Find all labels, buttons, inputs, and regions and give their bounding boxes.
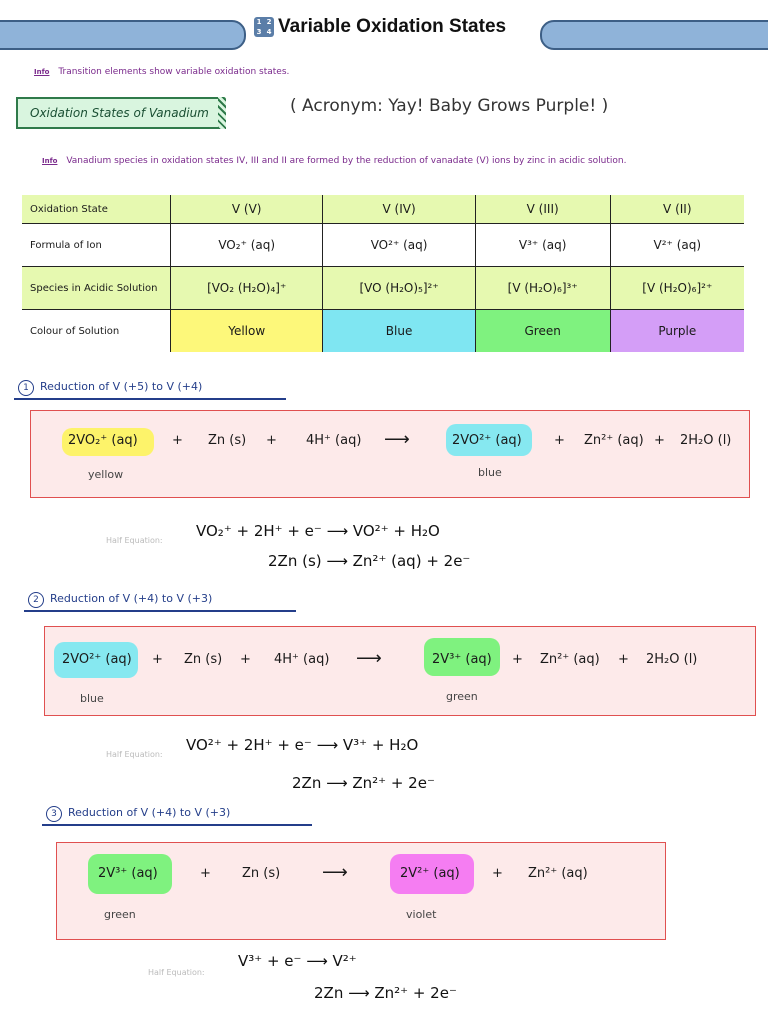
section-label: Oxidation States of Vanadium [16, 97, 226, 129]
plus-sign: + [240, 652, 251, 667]
table-cell: Oxidation State [22, 195, 171, 224]
intro-tag: Info [34, 68, 50, 76]
half-equation: 2Zn (s) ⟶ Zn²⁺ (aq) + 2e⁻ [268, 552, 471, 570]
table-cell: VO²⁺ (aq) [323, 224, 475, 267]
heading-underline [24, 610, 296, 612]
table-cell: V³⁺ (aq) [475, 224, 610, 267]
heading-text: Reduction of V (+4) to V (+3) [68, 806, 231, 819]
reaction-heading-3 [46, 806, 230, 822]
numbers-icon: 1 2 3 4 [254, 17, 274, 37]
table-cell: V (III) [475, 195, 610, 224]
reactant: Zn (s) [242, 866, 281, 881]
half-equation: 2Zn ⟶ Zn²⁺ + 2e⁻ [292, 774, 435, 792]
table-cell: VO₂⁺ (aq) [171, 224, 323, 267]
note2-tag: Info [42, 157, 58, 165]
oxidation-table [22, 195, 744, 352]
header-bar-left [0, 20, 246, 50]
product: Zn²⁺ (aq) [584, 433, 644, 448]
half-equation: V³⁺ + e⁻ ⟶ V²⁺ [238, 952, 357, 970]
colour-cell-purple: Purple [610, 310, 744, 353]
step-number: 2 [28, 592, 44, 608]
plus-sign: + [266, 433, 277, 448]
product: 2VO²⁺ (aq) [452, 433, 522, 448]
half-equation: VO²⁺ + 2H⁺ + e⁻ ⟶ V³⁺ + H₂O [186, 736, 419, 754]
plus-sign: + [492, 866, 503, 881]
acronym: ( Acronym: Yay! Baby Grows Purple! ) [290, 96, 609, 116]
intro-note [34, 67, 289, 77]
product: 2H₂O (l) [680, 433, 732, 448]
table-cell: [V (H₂O)₆]³⁺ [475, 267, 610, 310]
half-equation-label: Half Equation: [148, 968, 205, 977]
reaction-arrow: ⟶ [322, 862, 348, 883]
reduction-note [42, 150, 752, 172]
heading-text: Reduction of V (+5) to V (+4) [40, 380, 203, 393]
reactant: Zn (s) [208, 433, 247, 448]
plus-sign: + [512, 652, 523, 667]
table-row [22, 310, 744, 353]
product: 2V³⁺ (aq) [432, 652, 492, 667]
table-cell: V (II) [610, 195, 744, 224]
table-cell: [VO (H₂O)₅]²⁺ [323, 267, 475, 310]
plus-sign: + [200, 866, 211, 881]
reaction-heading-2 [28, 592, 212, 608]
product: Zn²⁺ (aq) [528, 866, 588, 881]
reaction-arrow: ⟶ [356, 648, 382, 669]
equation-box-2 [44, 626, 756, 716]
colour-label: green [104, 908, 136, 921]
table-cell: Species in Acidic Solution [22, 267, 171, 310]
half-equation: 2Zn ⟶ Zn²⁺ + 2e⁻ [314, 984, 457, 1002]
reactant: 4H⁺ (aq) [306, 433, 362, 448]
half-equation-label: Half Equation: [106, 536, 163, 545]
product: 2V²⁺ (aq) [400, 866, 460, 881]
table-cell: V (IV) [323, 195, 475, 224]
product: 2H₂O (l) [646, 652, 698, 667]
colour-label: green [446, 690, 478, 703]
colour-cell-yellow: Yellow [171, 310, 323, 353]
reaction-arrow: ⟶ [384, 429, 410, 450]
plus-sign: + [152, 652, 163, 667]
step-number: 3 [46, 806, 62, 822]
heading-text: Reduction of V (+4) to V (+3) [50, 592, 213, 605]
plus-sign: + [172, 433, 183, 448]
table-cell: Formula of Ion [22, 224, 171, 267]
plus-sign: + [618, 652, 629, 667]
table-cell: [VO₂ (H₂O)₄]⁺ [171, 267, 323, 310]
half-equation: VO₂⁺ + 2H⁺ + e⁻ ⟶ VO²⁺ + H₂O [196, 522, 440, 540]
page-title [254, 16, 506, 38]
reactant: 2VO₂⁺ (aq) [68, 433, 138, 448]
page-title-text: Variable Oxidation States [278, 16, 507, 37]
table-row [22, 224, 744, 267]
header-bar-right [540, 20, 768, 50]
half-equation-label: Half Equation: [106, 750, 163, 759]
colour-label: violet [406, 908, 437, 921]
heading-underline [42, 824, 312, 826]
table-cell: Colour of Solution [22, 310, 171, 353]
heading-underline [14, 398, 286, 400]
table-cell: V²⁺ (aq) [610, 224, 744, 267]
product: Zn²⁺ (aq) [540, 652, 600, 667]
table-row [22, 195, 744, 224]
colour-label: blue [80, 692, 104, 705]
plus-sign: + [554, 433, 565, 448]
table-row [22, 267, 744, 310]
reaction-heading-1 [18, 380, 202, 396]
reactant: 2VO²⁺ (aq) [62, 652, 132, 667]
colour-cell-blue: Blue [323, 310, 475, 353]
table-cell: [V (H₂O)₆]²⁺ [610, 267, 744, 310]
table-cell: V (V) [171, 195, 323, 224]
colour-cell-green: Green [475, 310, 610, 353]
colour-label: blue [478, 466, 502, 479]
note2-text: Vanadium species in oxidation states IV, III and II are formed by the reduction of vanadate (V) ions by zinc in acidic solution. [66, 156, 627, 166]
intro-text: Transition elements show variable oxidation states. [58, 67, 290, 77]
reactant: 4H⁺ (aq) [274, 652, 330, 667]
colour-label: yellow [88, 468, 124, 481]
reactant: Zn (s) [184, 652, 223, 667]
reactant: 2V³⁺ (aq) [98, 866, 158, 881]
plus-sign: + [654, 433, 665, 448]
step-number: 1 [18, 380, 34, 396]
